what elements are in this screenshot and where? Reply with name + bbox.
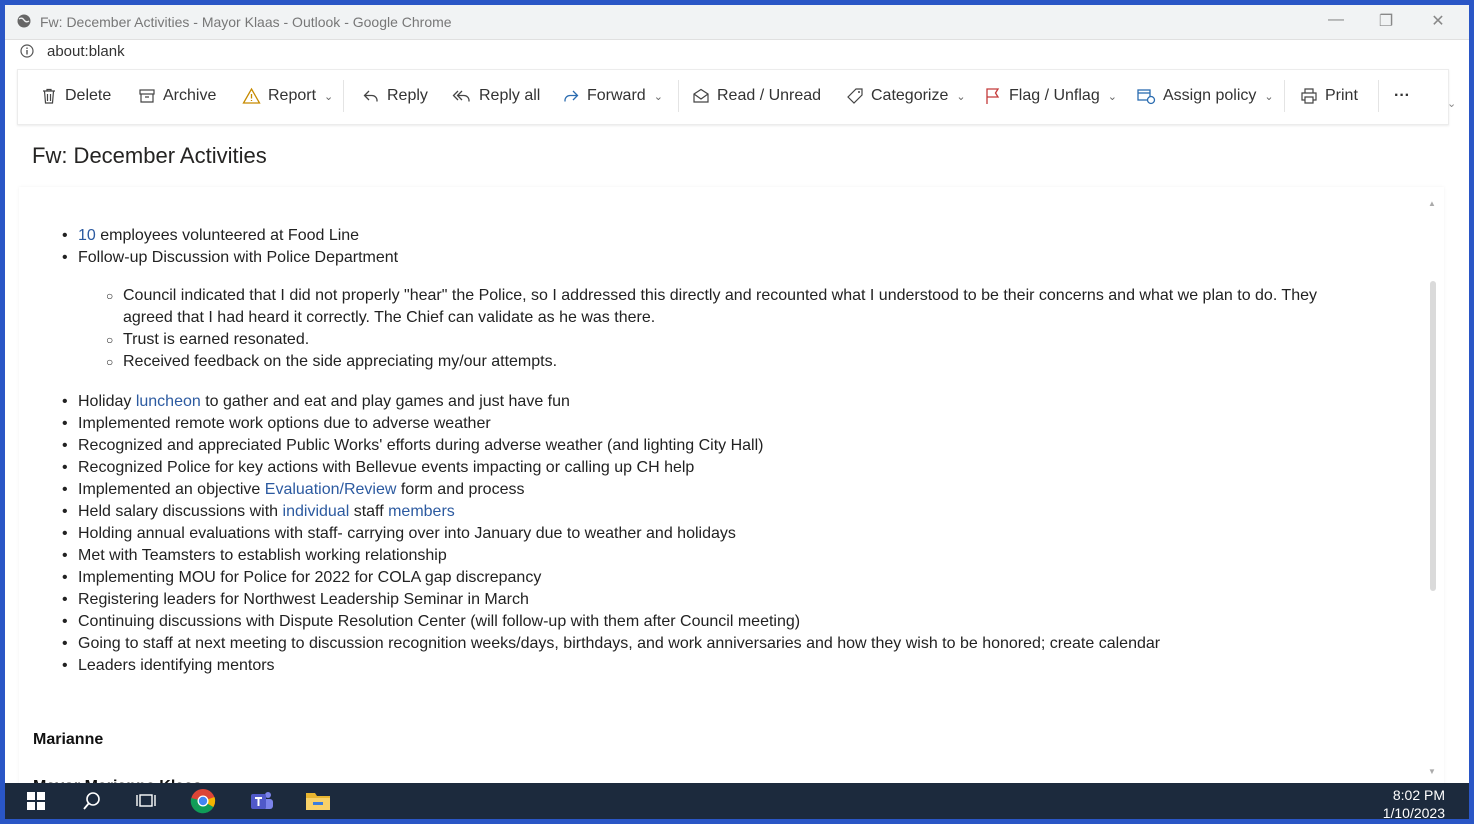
chevron-down-icon[interactable]: ⌄ [324, 90, 334, 103]
file-explorer-taskbar-button[interactable] [304, 788, 332, 814]
toolbar-divider [1284, 80, 1285, 112]
scrollbar[interactable] [1428, 201, 1438, 777]
close-button[interactable]: ✕ [1431, 13, 1445, 30]
restore-button[interactable]: ❐ [1378, 13, 1394, 30]
list-item-text: Implemented an objective [78, 481, 265, 498]
read-unread-button[interactable] [692, 82, 821, 110]
windows-start-button[interactable] [22, 788, 50, 814]
task-view-button[interactable] [132, 788, 160, 814]
teams-taskbar-button[interactable] [247, 788, 275, 814]
list-item: • Implemented an objective Evaluation/Review form and process [62, 481, 525, 498]
list-item-text: Implementing MOU for Police for 2022 for COLA gap discrepancy [78, 569, 542, 586]
archive-icon [138, 87, 156, 105]
forward-icon [562, 87, 580, 105]
list-item-text: Holiday [78, 393, 136, 410]
list-item-text: staff [349, 503, 389, 520]
forward-label: Forward [587, 87, 646, 104]
message-toolbar [17, 69, 1449, 125]
chevron-down-icon[interactable]: ⌄ [653, 90, 663, 103]
toolbar-divider [1378, 80, 1379, 112]
chrome-taskbar-button[interactable] [189, 788, 217, 814]
list-item-text: Registering leaders for Northwest Leadership Seminar in March [78, 591, 529, 608]
email-subject: Fw: December Activities [32, 143, 267, 168]
reply-all-label: Reply all [479, 87, 541, 104]
tag-icon [846, 87, 864, 105]
search-icon [82, 791, 102, 811]
envelope-open-icon [692, 87, 710, 105]
list-item: • Implemented remote work options due to adverse weather [62, 415, 491, 432]
scrollbar-thumb[interactable] [1430, 281, 1436, 591]
report-label: Report [268, 87, 317, 104]
sub-list-item: ○ Council indicated that I did not properly "hear" the Police, so I addressed this directly and recounted what I understood to be their concerns and what we plan to do. They [106, 287, 1317, 304]
list-item-text: Trust is earned resonated. [123, 331, 310, 348]
assign-policy-button[interactable] [1136, 82, 1274, 110]
reply-icon [362, 87, 380, 105]
categorize-label: Categorize [871, 87, 949, 104]
list-item-text: Holding annual evaluations with staff- carrying over into January due to weather and holidays [78, 525, 736, 542]
flag-icon [984, 87, 1002, 105]
list-item-text: Implemented remote work options due to adverse weather [78, 415, 491, 432]
list-item-text: Council indicated that I did not properly "hear" the Police, so I addressed this directly and recounted what I understood to be their concerns and what we plan to do. They [123, 287, 1317, 304]
chrome-icon [190, 788, 216, 814]
title-bar [5, 5, 1469, 40]
luncheon-link[interactable]: luncheon [135, 393, 201, 410]
read-unread-label: Read / Unread [717, 87, 822, 104]
list-item-text: employees volunteered at Food Line [95, 227, 360, 244]
list-item: • Registering leaders for Northwest Leadership Seminar in March [62, 591, 529, 608]
list-item: • Held salary discussions with individual staff members [62, 503, 455, 520]
list-item-text: Met with Teamsters to establish working relationship [78, 547, 447, 564]
globe-icon [17, 14, 31, 28]
reading-pane [19, 187, 1444, 787]
printer-icon [1300, 87, 1318, 105]
members-link[interactable]: members [388, 503, 455, 520]
teams-icon [247, 789, 275, 813]
toolbar-divider [678, 80, 679, 112]
address-bar[interactable] [5, 40, 1469, 66]
print-button[interactable] [1300, 82, 1358, 110]
list-item: • Recognized and appreciated Public Works' efforts during adverse weather (and lighting City Hall) [62, 437, 764, 454]
reply-all-icon [452, 87, 472, 105]
toolbar-divider [343, 80, 344, 112]
list-item: • 10 employees volunteered at Food Line [62, 227, 360, 244]
browser-window [5, 5, 1469, 819]
list-item: • Holiday luncheon to gather and eat and play games and just have fun [62, 393, 570, 410]
info-icon[interactable] [20, 44, 34, 58]
archive-label: Archive [163, 87, 217, 104]
warning-icon [242, 87, 261, 105]
policy-icon [1136, 87, 1156, 105]
list-item: • Follow-up Discussion with Police Department [62, 249, 399, 266]
clock-time: 8:02 PM [1392, 787, 1445, 803]
more-options-button[interactable] [1394, 82, 1410, 110]
list-item-text: form and process [396, 481, 525, 498]
signature-name: Marianne [33, 731, 104, 748]
search-button[interactable] [78, 788, 106, 814]
scroll-up-icon[interactable]: ▲ [1428, 199, 1436, 208]
reply-label: Reply [387, 87, 428, 104]
list-item: • Going to staff at next meeting to discussion recognition weeks/days, birthdays, and work anniversaries and how they wish to be honored; create calendar [62, 635, 1161, 652]
forward-button[interactable] [562, 82, 663, 110]
archive-button[interactable] [138, 82, 216, 110]
delete-label: Delete [65, 87, 112, 104]
system-clock[interactable] [1383, 786, 1445, 819]
list-item: • Met with Teamsters to establish working relationship [62, 547, 447, 564]
list-item: • Leaders identifying mentors [62, 657, 275, 674]
assign-policy-label: Assign policy [1163, 87, 1257, 104]
flag-unflag-label: Flag / Unflag [1009, 87, 1100, 104]
list-item-text: Continuing discussions with Dispute Resolution Center (will follow-up with them after Council meeting) [78, 613, 801, 630]
list-item-text: Held salary discussions with [78, 503, 283, 520]
report-button[interactable] [242, 82, 333, 110]
more-label: ··· [1394, 87, 1410, 104]
list-item-text: Going to staff at next meeting to discussion recognition weeks/days, birthdays, and work anniversaries and how they wish to be honored; create calendar [78, 635, 1161, 652]
list-item-text: to gather and eat and play games and just have fun [200, 393, 570, 410]
url-text[interactable]: about:blank [47, 43, 125, 60]
evaluation-review-link[interactable]: Evaluation/Review [264, 481, 397, 498]
list-item-text: Recognized Police for key actions with Bellevue events impacting or calling up CH help [78, 459, 695, 476]
scroll-down-icon[interactable]: ▼ [1428, 767, 1436, 776]
list-item: • Implementing MOU for Police for 2022 for COLA gap discrepancy [62, 569, 542, 586]
volunteer-count: 10 [78, 227, 96, 244]
sub-list-item-continuation [123, 307, 655, 329]
list-item: • Recognized Police for key actions with Bellevue events impacting or calling up CH help [62, 459, 695, 476]
taskbar [5, 783, 1469, 819]
list-item-text: Follow-up Discussion with Police Department [78, 249, 399, 266]
categorize-button[interactable] [846, 82, 966, 110]
delete-button[interactable] [40, 82, 111, 110]
list-item: • Continuing discussions with Dispute Resolution Center (will follow-up with them after Council meeting) [62, 613, 801, 630]
individual-link[interactable]: individual [282, 503, 350, 520]
reply-all-button[interactable] [452, 82, 540, 110]
minimize-button[interactable]: — [1328, 11, 1344, 28]
chevron-down-icon[interactable]: ⌄ [1447, 98, 1457, 110]
list-item: • Holding annual evaluations with staff- carrying over into January due to weather and holidays [62, 525, 736, 542]
list-item-text: Received feedback on the side appreciating my/our attempts. [123, 353, 558, 370]
window-title: Fw: December Activities - Mayor Klaas - Outlook - Google Chrome [40, 14, 452, 30]
chevron-down-icon[interactable]: ⌄ [956, 90, 966, 103]
list-item-text: Recognized and appreciated Public Works' efforts during adverse weather (and lighting City Hall) [78, 437, 764, 454]
sub-list-item: ○ Trust is earned resonated. [106, 331, 310, 348]
trash-icon [40, 87, 58, 105]
windows-logo-icon [27, 792, 45, 810]
list-item-text: Leaders identifying mentors [78, 657, 275, 674]
chevron-down-icon[interactable]: ⌄ [1264, 90, 1274, 103]
sub-list-item: ○ Received feedback on the side appreciating my/our attempts. [106, 353, 558, 370]
clock-date: 1/10/2023 [1382, 805, 1445, 819]
print-label: Print [1325, 87, 1358, 104]
chevron-down-icon[interactable]: ⌄ [1107, 90, 1117, 103]
reply-button[interactable] [362, 82, 428, 110]
folder-icon [305, 790, 331, 812]
flag-unflag-button[interactable] [984, 82, 1117, 110]
list-item-text: agreed that I had heard it correctly. The Chief can validate as he was there. [123, 309, 656, 326]
task-view-icon [136, 792, 156, 810]
